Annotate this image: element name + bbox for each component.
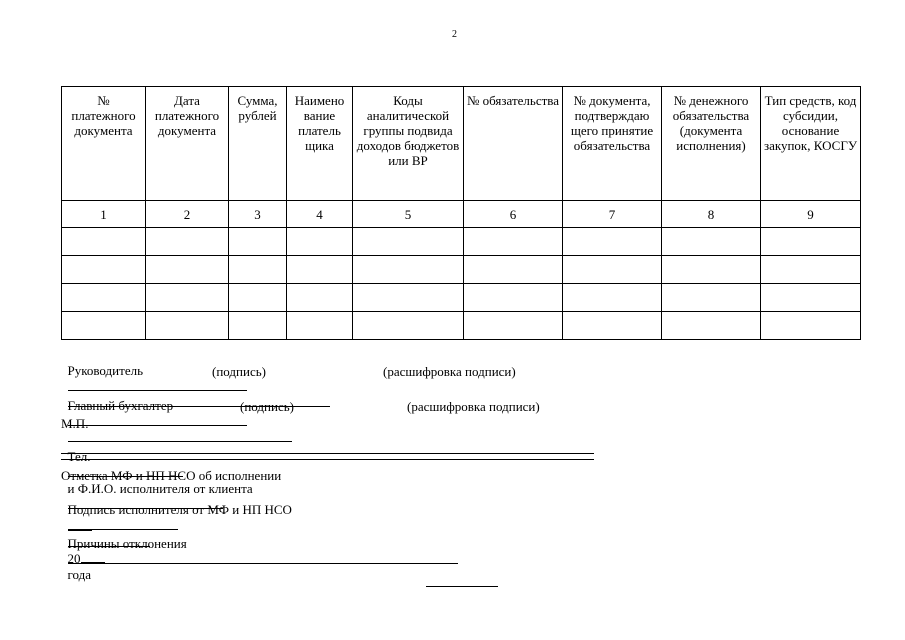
empty-row bbox=[62, 312, 861, 340]
empty-cell[interactable] bbox=[146, 312, 229, 340]
empty-cell[interactable] bbox=[353, 256, 464, 284]
empty-cell[interactable] bbox=[62, 228, 146, 256]
accountant-decode-caption: (расшифровка подписи) bbox=[407, 399, 540, 414]
empty-cell[interactable] bbox=[761, 228, 861, 256]
head-sign-caption: (подпись) bbox=[212, 364, 266, 379]
empty-row bbox=[62, 256, 861, 284]
column-number: 8 bbox=[662, 201, 761, 228]
empty-cell[interactable] bbox=[287, 312, 353, 340]
empty-cell[interactable] bbox=[761, 284, 861, 312]
page-number: 2 bbox=[452, 29, 457, 40]
column-number-row bbox=[62, 201, 861, 228]
payments-table bbox=[61, 86, 861, 340]
header-cell: Тип средств, код субсидии, основание закупок, КОСГУ bbox=[761, 87, 861, 201]
column-number: 9 bbox=[761, 201, 861, 228]
empty-cell[interactable] bbox=[287, 284, 353, 312]
reasons-line bbox=[61, 520, 458, 568]
empty-cell[interactable] bbox=[464, 284, 563, 312]
empty-cell[interactable] bbox=[353, 284, 464, 312]
executor-sign-label: Подпись исполнителя от МФ и НП НСО bbox=[67, 502, 292, 517]
header-cell: № документа, подтверждаю щего принятие обязательства bbox=[563, 87, 662, 201]
column-number: 7 bbox=[563, 201, 662, 228]
accountant-signature-field[interactable] bbox=[68, 414, 247, 426]
head-decode-caption: (расшифровка подписи) bbox=[383, 364, 516, 379]
empty-cell[interactable] bbox=[62, 256, 146, 284]
separator bbox=[61, 453, 594, 460]
empty-cell[interactable] bbox=[662, 256, 761, 284]
accountant-label: Главный бухгалтер bbox=[67, 398, 174, 413]
empty-cell[interactable] bbox=[563, 256, 662, 284]
empty-cell[interactable] bbox=[229, 228, 287, 256]
empty-cell[interactable] bbox=[287, 228, 353, 256]
empty-cell[interactable] bbox=[353, 312, 464, 340]
header-cell: Сумма, рублей bbox=[229, 87, 287, 201]
column-number: 2 bbox=[146, 201, 229, 228]
accountant-sign-caption: (подпись) bbox=[240, 399, 294, 414]
empty-cell[interactable] bbox=[464, 228, 563, 256]
reasons-field[interactable] bbox=[68, 552, 458, 564]
empty-cell[interactable] bbox=[62, 284, 146, 312]
empty-cell[interactable] bbox=[353, 228, 464, 256]
head-label: Руководитель bbox=[67, 363, 143, 378]
empty-cell[interactable] bbox=[563, 284, 662, 312]
column-number: 1 bbox=[62, 201, 146, 228]
header-cell: № платежного документа bbox=[62, 87, 146, 201]
header-cell: Коды аналитической группы подвида доходов бюджетов или ВР bbox=[353, 87, 464, 201]
empty-cell[interactable] bbox=[229, 284, 287, 312]
header-cell: Дата платежного документа bbox=[146, 87, 229, 201]
empty-row bbox=[62, 228, 861, 256]
date-year-prefix: 20 bbox=[67, 551, 81, 566]
empty-row bbox=[62, 284, 861, 312]
date-suffix: года bbox=[67, 567, 92, 582]
empty-cell[interactable] bbox=[146, 256, 229, 284]
empty-cell[interactable] bbox=[464, 256, 563, 284]
empty-cell[interactable] bbox=[563, 312, 662, 340]
empty-cell[interactable] bbox=[146, 284, 229, 312]
empty-cell[interactable] bbox=[62, 312, 146, 340]
empty-cell[interactable] bbox=[229, 256, 287, 284]
header-cell: Наимено вание платель щика bbox=[287, 87, 353, 201]
empty-cell[interactable] bbox=[229, 312, 287, 340]
reasons-label: Причины отклонения bbox=[67, 536, 187, 551]
header-cell: № денежного обязательства (документа исполнения) bbox=[662, 87, 761, 201]
column-number: 3 bbox=[229, 201, 287, 228]
column-number: 6 bbox=[464, 201, 563, 228]
empty-cell[interactable] bbox=[563, 228, 662, 256]
ministry-mark: Отметка МФ и НП НСО об исполнении bbox=[61, 468, 282, 483]
header-row bbox=[62, 87, 861, 201]
empty-cell[interactable] bbox=[287, 256, 353, 284]
empty-cell[interactable] bbox=[464, 312, 563, 340]
column-number: 4 bbox=[287, 201, 353, 228]
footer-rule bbox=[426, 586, 498, 587]
empty-cell[interactable] bbox=[146, 228, 229, 256]
header-cell: № обязательства bbox=[464, 87, 563, 201]
empty-cell[interactable] bbox=[761, 256, 861, 284]
column-number: 5 bbox=[353, 201, 464, 228]
stamp-place: М.П. bbox=[61, 416, 89, 431]
empty-cell[interactable] bbox=[662, 284, 761, 312]
phone-label: Тел. bbox=[67, 449, 91, 464]
executor-label: и Ф.И.О. исполнителя от клиента bbox=[67, 481, 253, 496]
empty-cell[interactable] bbox=[662, 312, 761, 340]
empty-cell[interactable] bbox=[662, 228, 761, 256]
empty-cell[interactable] bbox=[761, 312, 861, 340]
